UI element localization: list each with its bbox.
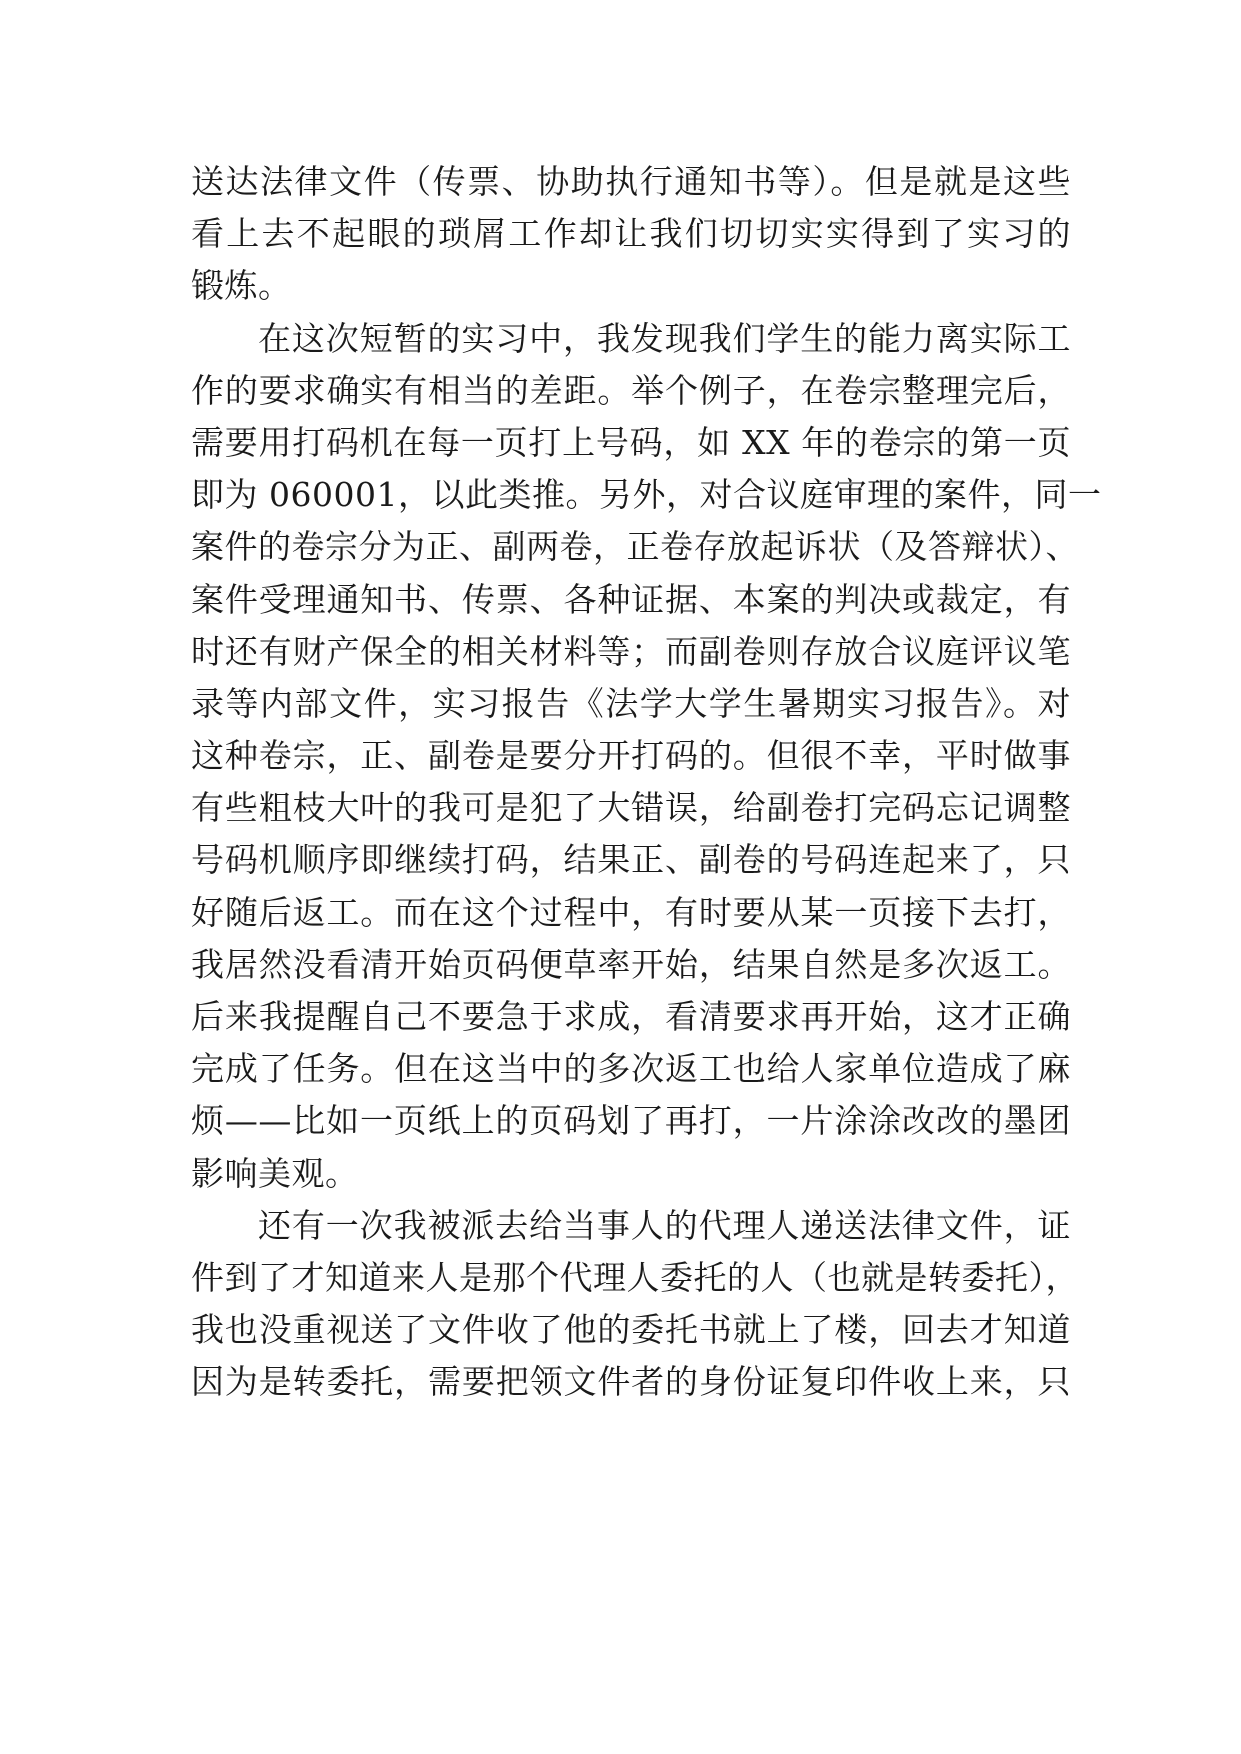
body-text bbox=[191, 156, 1102, 1409]
text-line: 我也没重视送了文件收了他的委托书就上了楼，回去才知道 bbox=[191, 1310, 1071, 1350]
text-line: 案件受理通知书、传票、各种证据、本案的判决或裁定，有 bbox=[191, 579, 1071, 619]
text-line: 件到了才知道来人是那个代理人委托的人（也就是转委托）， bbox=[191, 1257, 1079, 1297]
text-line: 案件的卷宗分为正、副两卷，正卷存放起诉状（及答辩状）、 bbox=[191, 527, 1079, 567]
text-line: 好随后返工。而在这个过程中，有时要从某一页接下去打， bbox=[191, 892, 1071, 932]
text-line: 因为是转委托，需要把领文件者的身份证复印件收上来，只 bbox=[191, 1362, 1071, 1402]
text-line: 需要用打码机在每一页打上号码，如 XX 年的卷宗的第一页 bbox=[191, 422, 1071, 462]
text-line: 作的要求确实有相当的差距。举个例子，在卷宗整理完后， bbox=[191, 370, 1071, 410]
text-line: 这种卷宗，正、副卷是要分开打码的。但很不幸，平时做事 bbox=[191, 736, 1071, 776]
text-line: 有些粗枝大叶的我可是犯了大错误，给副卷打完码忘记调整 bbox=[191, 788, 1071, 828]
text-line: 我居然没看清开始页码便草率开始，结果自然是多次返工。 bbox=[191, 944, 1071, 984]
text-line: 影响美观。 bbox=[191, 1153, 359, 1193]
text-line: 看上去不起眼的琐屑工作却让我们切切实实得到了实习的 bbox=[191, 214, 1071, 254]
text-line: 烦——比如一页纸上的页码划了再打，一片涂涂改改的墨团 bbox=[191, 1101, 1071, 1141]
text-line: 后来我提醒自己不要急于求成，看清要求再开始，这才正确 bbox=[191, 997, 1071, 1036]
text-line: 录等内部文件，实习报告《法学大学生暑期实习报告》。对 bbox=[191, 683, 1071, 723]
text-line: 时还有财产保全的相关材料等；而副卷则存放合议庭评议笔 bbox=[191, 631, 1071, 671]
paragraph-first-line: 还有一次我被派去给当事人的代理人递送法律文件，证 bbox=[258, 1205, 1071, 1245]
text-line: 锻炼。 bbox=[191, 266, 292, 306]
text-line: 完成了任务。但在这当中的多次返工也给人家单位造成了麻 bbox=[191, 1049, 1071, 1089]
paragraph-first-line: 在这次短暂的实习中，我发现我们学生的能力离实际工 bbox=[258, 318, 1071, 358]
text-line: 即为 060001，以此类推。另外，对合议庭审理的案件，同一 bbox=[191, 475, 1102, 515]
text-line: 号码机顺序即继续打码，结果正、副卷的号码连起来了，只 bbox=[191, 840, 1071, 880]
text-line: 送达法律文件（传票、协助执行通知书等）。但是就是这些 bbox=[191, 162, 1071, 201]
